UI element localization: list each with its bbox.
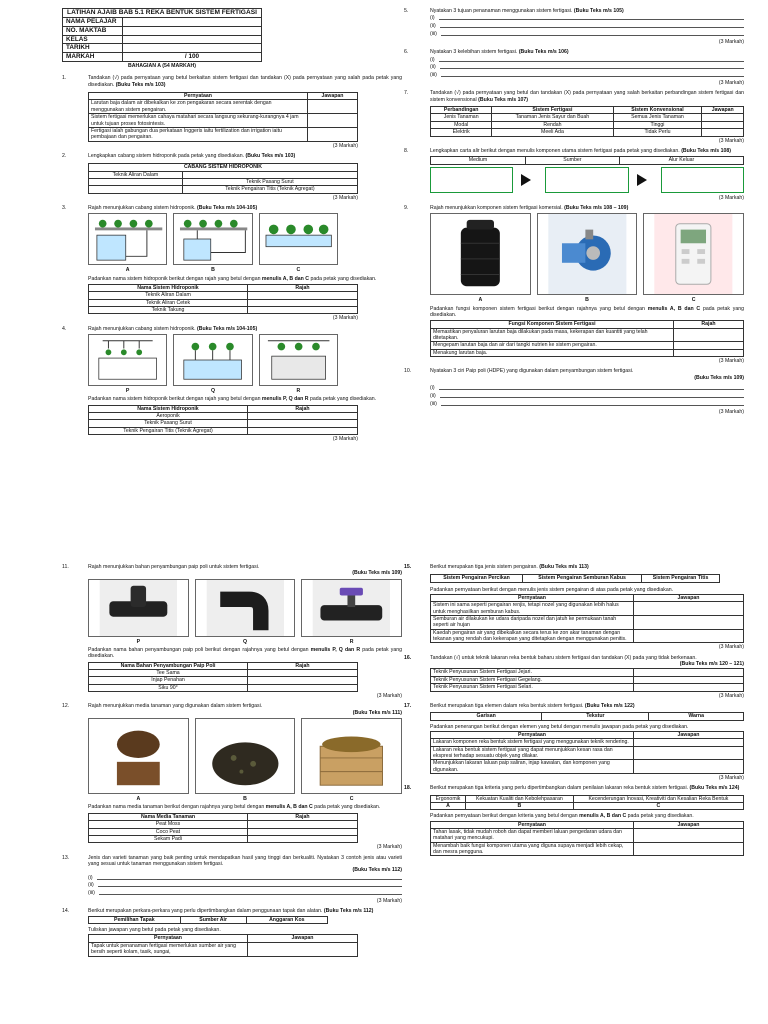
- hydroponic-diagrams: [88, 334, 338, 386]
- option-cell: Garisan: [431, 713, 542, 720]
- question-5: [404, 8, 744, 45]
- cell: Jenis Tanaman: [431, 114, 492, 121]
- right-column-page-1: [404, 8, 744, 419]
- statement-cell: Fertigasi ialah gabungan dua perkataan Inggeris iaitu fertilization dan irrigation iaitu pembajaan dan pengairan.: [89, 127, 308, 141]
- answer-cell[interactable]: [248, 299, 358, 306]
- answer-line[interactable]: (i): [430, 57, 744, 63]
- marks-label: (3 Markah): [718, 38, 744, 45]
- field-input[interactable]: [123, 18, 262, 27]
- hydroponic-diagram-p: [88, 334, 167, 386]
- statement-cell: Semburan air dilakukan ke udara daripada nozel dan jatuh ke permukaan tanah seperti air hujan: [431, 616, 634, 630]
- col-header: Pernyataan: [431, 821, 634, 828]
- col-header: Rajah: [248, 284, 358, 291]
- q14-table: [88, 934, 358, 956]
- option-cell: Anggaran Kos: [246, 916, 327, 923]
- statement-cell: Sistem fertigasi memerlukan cahaya matahari secara langsung sekurang-kurangnya 4 jam untuk tujuan proses fotosintesis.: [89, 114, 308, 128]
- question-15: [404, 564, 744, 651]
- label-b: B: [211, 267, 215, 274]
- col-header: Jawapan: [634, 821, 744, 828]
- col-header: Nama Sistem Hidroponik: [89, 405, 248, 412]
- question-number: 10.: [404, 368, 412, 375]
- student-info-table: [62, 8, 262, 62]
- col-header: Rajah: [248, 662, 358, 669]
- answer-cell[interactable]: [182, 171, 357, 178]
- hydroponic-diagram-c: [259, 213, 338, 265]
- question-number: 18.: [404, 785, 412, 792]
- question-4: [62, 326, 402, 443]
- question-8: [404, 148, 744, 201]
- answer-line[interactable]: (iii): [430, 72, 744, 78]
- option-cell: Sumber Air: [180, 916, 246, 923]
- marks-label: (3 Markah): [718, 357, 744, 364]
- q4-table: [88, 405, 358, 435]
- field-input[interactable]: [123, 44, 262, 53]
- flow-header: Alur Keluar: [619, 157, 743, 164]
- question-11: [62, 564, 402, 699]
- answer-line[interactable]: (iii): [430, 31, 744, 37]
- option-cell: Sistem Pengairan Percikan: [431, 575, 523, 582]
- question-number: 14.: [62, 908, 70, 915]
- field-input[interactable]: [123, 26, 262, 35]
- name-cell: Teknik Takung: [89, 307, 248, 314]
- statement-cell: Larutan baja dalam air dibekalkan ke zon pengakaran secara serentak dengan menggunakan sistem pengairan.: [89, 100, 308, 114]
- option-cell: Kecenderungan Inovasi, Kreativiti dan Kesalian Reka Bentuk: [573, 795, 743, 802]
- question-text: Rajah menunjukkan komponen sistem fertigasi komersial. (Buku Teks m/s 108 – 109): [430, 204, 629, 211]
- question-text: Tandakan (√) untuk teknik lakaran reka bentuk baharu sistem fertigasi dan tandakan (X) pada yang tidak berkenaan. (Buku Teks m/s 120 – 121): [430, 654, 744, 668]
- flow-answer-box[interactable]: [545, 167, 628, 193]
- statement-cell: Kaedah pengairan air yang dibekalkan secara terus ke zon akar tanaman dengan tekanan yang rendah dan kekerapan yang ditetapkan dengan menggunakan penitis.: [431, 629, 634, 643]
- question-text: Tandakan (√) pada pernyataan yang betul berkaitan sistem fertigasi dan tandakan (X) pada pernyataan yang salah pada petak yang disediakan. (Buku Teks m/s 103): [88, 75, 402, 88]
- answer-cell[interactable]: [89, 186, 183, 193]
- answer-line[interactable]: (ii): [430, 23, 744, 29]
- question-number: 12.: [62, 703, 70, 710]
- answer-cell[interactable]: [634, 842, 744, 856]
- flow-answer-box[interactable]: [661, 167, 744, 193]
- photo-labels: [88, 639, 402, 645]
- q17-heads-table: [430, 712, 744, 720]
- component-photos: [430, 213, 744, 295]
- answer-cell[interactable]: [702, 114, 744, 121]
- question-14: [62, 908, 402, 956]
- answer-cell[interactable]: [89, 178, 183, 185]
- col-header: Nama Sistem Hidroponik: [89, 284, 248, 291]
- flow-header: Medium: [431, 157, 526, 164]
- technique-cell: Teknik Penyusunan Sistem Fertigasi Gegelang.: [431, 676, 634, 683]
- branch-cell: Teknik Aliran Dalam: [89, 171, 183, 178]
- hydroponic-diagram-b: [173, 213, 252, 265]
- name-cell: Teknik Pengairan Titis (Teknik Agregat): [89, 427, 248, 434]
- arrow-right-icon: [637, 174, 653, 186]
- question-17: [404, 703, 744, 781]
- hydroponic-diagram-r: [259, 334, 338, 386]
- answer-cell[interactable]: [634, 746, 744, 760]
- name-cell: Siku 90°: [89, 684, 248, 691]
- field-label: NO. MAKTAB: [63, 26, 123, 35]
- label-c: C: [573, 802, 743, 809]
- col-header: Pernyataan: [431, 595, 634, 602]
- left-column-page-2: [62, 564, 402, 958]
- label-r: R: [349, 638, 354, 645]
- answer-cell[interactable]: [248, 821, 358, 828]
- statement-cell: Menambah baik fungsi komponen utama yang diguna supaya menjadi lebih cekap, dan mesra pengguna.: [431, 842, 634, 856]
- answer-cell[interactable]: [248, 292, 358, 299]
- rice-husk-image: [301, 718, 402, 794]
- answer-cell[interactable]: [248, 420, 358, 427]
- label-a: A: [125, 267, 130, 274]
- question-number: 15.: [404, 564, 412, 570]
- answer-cell[interactable]: [634, 684, 744, 691]
- marks-label: (3 Markah): [718, 692, 744, 699]
- question-text: Berikut merupakan perkara-perkara yang perlu dipertimbangkan dalam penggunaan tapak dan alatan. (Buku Teks m/s 112): [88, 908, 374, 915]
- question-text: Nyatakan 3 kelebihan sistem fertigasi. (Buku Teks m/s 106): [430, 49, 569, 56]
- q14-heads-table: [88, 916, 328, 924]
- marks-label: (3 Markah): [718, 774, 744, 781]
- cell: Tanaman Jenis Sayur dan Buah: [492, 114, 613, 121]
- q11-table: [88, 662, 358, 692]
- coco-peat-image: [88, 718, 189, 794]
- field-label: TARIKH: [63, 44, 123, 53]
- name-cell: Aeroponik: [89, 413, 248, 420]
- question-number: 6.: [404, 49, 409, 56]
- answer-cell[interactable]: [634, 739, 744, 746]
- marks-label: (3 Markah): [376, 693, 402, 700]
- answer-cell[interactable]: [308, 114, 358, 128]
- name-cell: Teknik Pasang Surut: [89, 420, 248, 427]
- cell: Modal: [431, 121, 492, 128]
- option-cell: Ergonomik: [431, 795, 466, 802]
- section-heading: BAHAGIAN A (54 MARKAH): [128, 63, 196, 70]
- answer-cell[interactable]: [674, 328, 744, 342]
- option-cell: Pemilihan Tapak: [89, 916, 181, 923]
- question-3: [62, 205, 402, 322]
- photo-labels: [88, 796, 402, 802]
- answer-cell[interactable]: [248, 427, 358, 434]
- question-text: Tandakan (√) pada pernyataan yang betul dan tandakan (X) pada pernyataan yang salah berkaitan perbandingan sistem fertigasi dan sistem konvensional (Buku Teks m/s 107): [430, 90, 744, 103]
- pipe-fitting-photos: [88, 579, 402, 637]
- name-cell: Teknik Aliran Dalam: [89, 292, 248, 299]
- question-text: Rajah menunjukkan cabang sistem hidroponik. (Buku Teks m/s 104-105): [88, 325, 258, 332]
- option-cell: Kekuatan Kualiti dan Kebolehpasaran: [465, 795, 573, 802]
- right-column-page-2: [404, 564, 744, 858]
- answer-cell[interactable]: [248, 684, 358, 691]
- branch-cell: Teknik Pengairan Titis (Teknik Agregat): [182, 186, 357, 193]
- name-cell: Injap Penahan: [89, 677, 248, 684]
- marks-label: (3 Markah): [332, 194, 358, 201]
- statement-cell: Tahan lasak, tidak mudah roboh dan dapat memberi laluan pengedaran udara dan matahari yang mencukupi.: [431, 829, 634, 843]
- marks-label: (3 Markah): [718, 80, 744, 87]
- label-q: Q: [242, 638, 248, 645]
- answer-line[interactable]: (iii): [88, 890, 402, 896]
- flow-answer-box[interactable]: [430, 167, 513, 193]
- question-number: 7.: [404, 90, 409, 97]
- question-18: [404, 785, 744, 856]
- water-pump-image: [537, 213, 638, 295]
- col-header: Fungsi Komponen Sistem Fertigasi: [431, 321, 674, 328]
- question-7: [404, 90, 744, 143]
- worksheet-title: LATIHAN AJAIB BAB 5.1 REKA BENTUK SISTEM FERTIGASI: [63, 9, 262, 18]
- answer-cell[interactable]: [634, 760, 744, 774]
- question-number: 1.: [62, 75, 67, 82]
- arrow-right-icon: [521, 174, 537, 186]
- col-header: Perbandingan: [431, 107, 492, 114]
- col-header: Rajah: [674, 321, 744, 328]
- photo-labels: [430, 297, 744, 303]
- answer-cell[interactable]: [248, 670, 358, 677]
- statement-cell: Tapak untuk penanaman fertigasi memerlukan sumber air yang bersih seperti kolam, tasik, sungai,: [89, 942, 248, 956]
- label-c: C: [296, 267, 301, 274]
- answer-cell[interactable]: [634, 629, 744, 643]
- answer-cell[interactable]: [634, 676, 744, 683]
- label-q: Q: [210, 388, 216, 395]
- answer-cell[interactable]: [308, 100, 358, 114]
- question-text: Nyatakan 3 ciri Paip poli (HDPE) yang digunakan dalam penyambungan sistem fertigasi. (Buku Teks m/s 109): [430, 368, 744, 381]
- statement-cell: Lakaran reka bentuk sistem fertigasi yang dapat menunjukkan kesan rasa dan ekspresi terhadap sesuatu objek yang dilakar.: [431, 746, 634, 760]
- question-text: Lengkapkan carta alir berikut dengan menulis komponen utama sistem fertigasi pada petak yang disediakan. (Buku Teks m/s 108): [430, 147, 731, 154]
- answer-cell[interactable]: [702, 129, 744, 136]
- question-text: Berikut merupakan tiga jenis sistem pengairan. (Buku Teks m/s 113): [430, 564, 589, 570]
- option-cell: Tekstur: [542, 713, 649, 720]
- instruction-text: Padankan nama sistem hidroponik berikut dengan rajah yang betul dengan menulis P, Q dan R pada petak yang disediakan.: [88, 396, 377, 403]
- instruction-text: Padankan penerangan berikut dengan elemen yang betul dengan menulis jawapan pada petak yang disediakan.: [430, 723, 689, 730]
- flow-chart: [430, 167, 744, 193]
- name-cell: Teknik Aliran Cetek: [89, 299, 248, 306]
- instruction-text: Padankan pernyataan berikut dengan kriteria yang betul dengan menulis A, B dan C pada petak yang disediakan.: [430, 813, 694, 820]
- q2-table: [88, 163, 358, 193]
- answer-cell[interactable]: [308, 127, 358, 141]
- col-header: Nama Media Tanaman: [89, 813, 248, 820]
- marks-label: (3 Markah): [376, 844, 402, 851]
- technique-cell: Teknik Penyusunan Sistem Fertigasi Selari.: [431, 684, 634, 691]
- col-header: Sistem Fertigasi: [492, 107, 613, 114]
- cell: Meeli Ada: [492, 129, 613, 136]
- marks-label: (3 Markah): [718, 137, 744, 144]
- label-r: R: [296, 388, 301, 395]
- left-column-page-1: [62, 8, 402, 446]
- label-a: A: [478, 297, 483, 304]
- q15-table: [430, 594, 744, 643]
- statement-cell: Menunjukkan lakaran laluan paip saliran, injap kawalan, dan komponen yang digunakan.: [431, 760, 634, 774]
- name-cell: Peat Moss: [89, 821, 248, 828]
- markah-total: / 100: [123, 53, 262, 62]
- question-number: 16.: [404, 654, 412, 661]
- cell: Rendah: [492, 121, 613, 128]
- col-header: Pernyataan: [89, 935, 248, 942]
- name-cell: Tee Sama: [89, 670, 248, 677]
- instruction-text: Padankan nama sistem hidroponik berikut dengan rajah yang betul dengan menulis A, B dan C pada petak yang disediakan.: [88, 275, 377, 282]
- marks-label: (3 Markah): [332, 142, 358, 149]
- label-a: A: [431, 802, 466, 809]
- q15-heads-table: [430, 574, 720, 582]
- question-13: [62, 855, 402, 905]
- q18-table: [430, 821, 744, 857]
- answer-cell[interactable]: [674, 342, 744, 349]
- timer-controller-image: [643, 213, 744, 295]
- question-text: Jenis dan varieti tanaman yang baik penting untuk mendapatkan hasil yang tinggi dan berkualiti. Nyatakan 3 contoh jenis atau varieti yang sesuai untuk tanaman menggunakan sistem fertigasi. (Buku Teks m/s 112): [88, 854, 402, 874]
- answer-line[interactable]: (ii): [88, 882, 402, 888]
- question-number: 11.: [62, 564, 69, 570]
- question-text: Lengkapkan cabang sistem hidroponik pada petak yang disediakan. (Buku Teks m/s 103): [88, 152, 296, 159]
- cell: Tinggi: [613, 121, 702, 128]
- col-header: Jawapan: [248, 935, 358, 942]
- question-text: Rajah menunjukkan cabang sistem hidroponik. (Buku Teks m/s 104-105): [88, 204, 258, 211]
- option-cell: Warna: [649, 713, 744, 720]
- question-number: 17.: [404, 702, 412, 709]
- hydroponic-diagram-q: [173, 334, 252, 386]
- cell: Elektrik: [431, 129, 492, 136]
- question-10: [404, 368, 744, 415]
- answer-cell[interactable]: [248, 677, 358, 684]
- answer-cell[interactable]: [248, 307, 358, 314]
- answer-line[interactable]: (ii): [430, 64, 744, 70]
- function-cell: Memastikan penyaluran larutan baja dilakukan pada masa, kekerapan dan kuantiti yang telah ditetapkan.: [431, 328, 674, 342]
- marks-label: (3 Markah): [718, 408, 744, 415]
- answer-cell[interactable]: [674, 349, 744, 356]
- answer-line[interactable]: (iii): [430, 401, 744, 407]
- q16-table: [430, 668, 744, 691]
- answer-cell[interactable]: [248, 828, 358, 835]
- q1-table: [88, 92, 358, 141]
- instruction-text: Padankan fungsi komponen sistem fertigasi berikut dengan rajahnya yang betul dengan menulis A, B dan C pada petak yang disediakan.: [430, 305, 744, 318]
- answer-cell[interactable]: [248, 835, 358, 842]
- name-cell: Sekam Padi: [89, 835, 248, 842]
- valve-fitting-image: [301, 579, 402, 637]
- cell: Tidak Perlu: [613, 129, 702, 136]
- question-number: 13.: [62, 854, 70, 861]
- statement-cell: Lakaran komponen reka bentuk sistem fertigasi yang menggunakan teknik rendering.: [431, 739, 634, 746]
- answer-cell[interactable]: [634, 829, 744, 843]
- technique-cell: Teknik Penyusunan Sistem Fertigasi Jejari.: [431, 669, 634, 676]
- col-header: Rajah: [248, 813, 358, 820]
- field-label: KELAS: [63, 35, 123, 44]
- question-6: [404, 49, 744, 86]
- label-p: P: [125, 388, 130, 395]
- question-number: 2.: [62, 152, 67, 159]
- marks-label: (3 Markah): [718, 644, 744, 651]
- col-header: Jawapan: [702, 107, 744, 114]
- q12-table: [88, 813, 358, 843]
- label-b: B: [243, 796, 247, 803]
- question-text: Rajah menunjukkan bahan penyambungan paip poli untuk sistem fertigasi. (Buku Teks m/s 109): [88, 564, 402, 577]
- q8-header-table: [430, 156, 744, 164]
- question-9: [404, 205, 744, 364]
- marks-label: (3 Markah): [718, 194, 744, 201]
- field-label: NAMA PELAJAR: [63, 18, 123, 27]
- label-b: B: [585, 297, 589, 304]
- marks-label: (3 Markah): [332, 436, 358, 443]
- growing-media-photos: [88, 718, 402, 794]
- function-cell: Menakung larutan baja.: [431, 349, 674, 356]
- col-header: Jawapan: [308, 93, 358, 100]
- answer-line[interactable]: (i): [430, 385, 744, 391]
- col-header: Jawapan: [634, 595, 744, 602]
- function-cell: Mengepam larutan baja dan air dari tangki nutrien ke sistem pengairan.: [431, 342, 674, 349]
- label-a: A: [136, 796, 141, 803]
- answer-cell[interactable]: [702, 121, 744, 128]
- question-text: Nyatakan 3 tujuan penanaman menggunakan sistem fertigasi. (Buku Teks m/s 105): [430, 8, 624, 14]
- field-input[interactable]: [123, 35, 262, 44]
- name-cell: Coco Peat: [89, 828, 248, 835]
- hydroponic-diagrams: [88, 213, 338, 265]
- col-header: Jawapan: [634, 731, 744, 738]
- field-label: MARKAH: [63, 53, 123, 62]
- answer-cell[interactable]: [248, 942, 358, 956]
- q17-table: [430, 731, 744, 774]
- question-number: 3.: [62, 204, 67, 211]
- question-1: [62, 75, 402, 148]
- label-c: C: [691, 297, 696, 304]
- instruction-text: Tuliskan jawapan yang betul pada petak yang disediakan.: [88, 927, 221, 934]
- question-number: 5.: [404, 8, 409, 14]
- answer-cell[interactable]: [634, 669, 744, 676]
- question-text: Rajah menunjukkan media tanaman yang digunakan dalam sistem fertigasi. (Buku Teks m/s 111): [88, 703, 402, 716]
- peat-moss-image: [195, 718, 296, 794]
- diagram-labels: [88, 267, 338, 273]
- worksheet-page-2: [0, 548, 768, 1024]
- col-header: Rajah: [248, 405, 358, 412]
- answer-line[interactable]: (i): [430, 15, 744, 21]
- label-c: C: [349, 796, 354, 803]
- statement-cell: Sistem ini sama seperti pengairan renjis, tetapi nozel yang digunakan lebih halus untuk menghasilkan semburan kabus.: [431, 602, 634, 616]
- col-header: Pernyataan: [431, 731, 634, 738]
- option-cell: Sistem Pengairan Titis: [642, 575, 720, 582]
- question-2: [62, 153, 402, 201]
- q9-table: [430, 320, 744, 357]
- answer-cell[interactable]: [634, 616, 744, 630]
- instruction-text: Padankan nama bahan penyambungan paip poli berikut dengan rajahnya yang betul dengan menulis P, Q dan R pada petak yang disediakan.: [88, 647, 402, 660]
- q18-heads-table: [430, 795, 744, 811]
- instruction-text: Padankan pernyataan berikut dengan menulis jenis sistem pengairan di atas pada petak yang disediakan.: [430, 586, 674, 593]
- elbow-fitting-image: [195, 579, 296, 637]
- answer-line[interactable]: (i): [88, 875, 402, 881]
- col-header: Pernyataan: [89, 93, 308, 100]
- label-p: P: [136, 638, 141, 645]
- hydroponic-diagram-a: [88, 213, 167, 265]
- col-header: Sistem Konvensional: [613, 107, 702, 114]
- diagram-labels: [88, 388, 338, 394]
- answer-cell[interactable]: [634, 602, 744, 616]
- answer-cell[interactable]: [248, 413, 358, 420]
- option-cell: Sistem Pengairan Semburan Kabus: [523, 575, 642, 582]
- q3-table: [88, 284, 358, 314]
- branch-cell: Teknik Pasang Surut: [182, 178, 357, 185]
- marks-label: (3 Markah): [332, 315, 358, 322]
- marks-label: (3 Markah): [376, 898, 402, 905]
- water-tank-image: [430, 213, 531, 295]
- q7-table: [430, 106, 744, 136]
- col-header: CABANG SISTEM HIDROPONIK: [89, 164, 358, 171]
- question-number: 9.: [404, 204, 409, 211]
- question-16: [404, 655, 744, 699]
- question-12: [62, 703, 402, 850]
- instruction-text: Padankan nama media tanaman berikut dengan rajahnya yang betul dengan menulis A, B dan C pada petak yang disediakan.: [88, 804, 381, 811]
- flow-header: Sumber: [525, 157, 619, 164]
- tee-fitting-image: [88, 579, 189, 637]
- question-text: Berikut merupakan tiga elemen dalam reka bentuk sistem fertigasi. (Buku Teks m/s 122): [430, 702, 635, 709]
- question-number: 8.: [404, 147, 409, 154]
- label-b: B: [465, 802, 573, 809]
- answer-line[interactable]: (ii): [430, 393, 744, 399]
- question-text: Berikut merupakan tiga kriteria yang perlu dipertimbangkan dalam penilaian lakaran reka bentuk sistem fertigasi. (Buku Teks m/s 124): [430, 785, 740, 792]
- cell: Semua Jenis Tanaman: [613, 114, 702, 121]
- col-header: Nama Bahan Penyambungan Paip Poli: [89, 662, 248, 669]
- question-number: 4.: [62, 325, 67, 332]
